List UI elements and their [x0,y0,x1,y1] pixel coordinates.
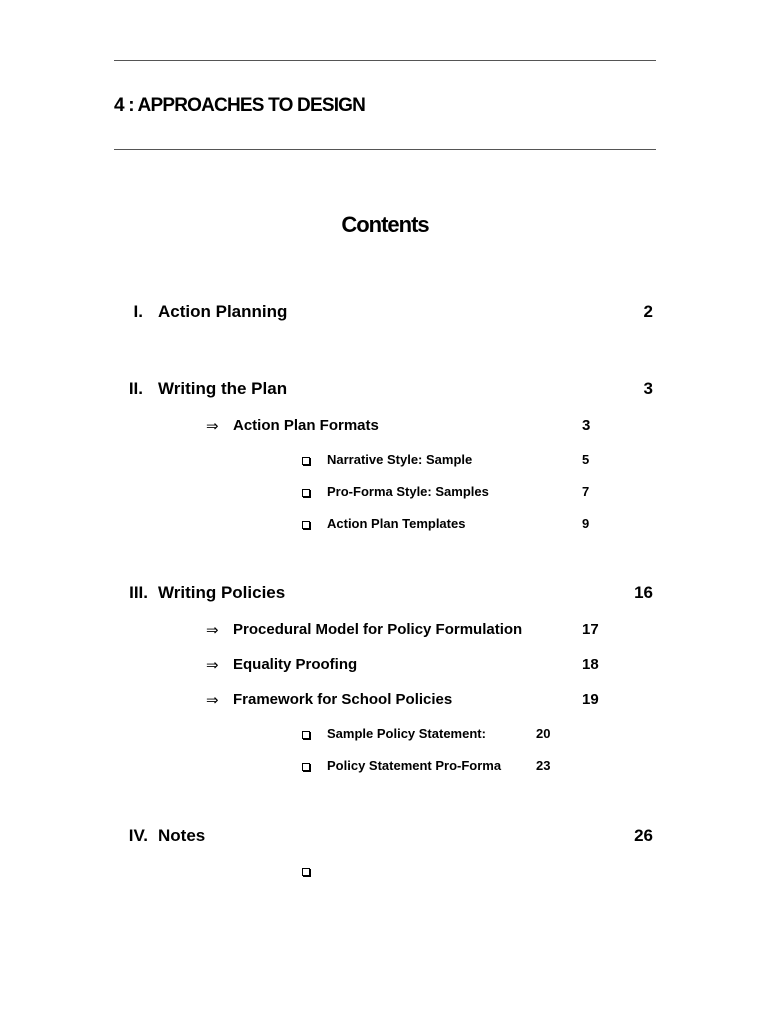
top-rule [114,60,656,61]
section-number: III. [129,583,148,602]
item-page: 20 [536,726,551,741]
section-page: 2 [643,302,653,321]
checkbox-bullet-icon [302,731,310,739]
arrow-icon: ⇒ [206,691,219,709]
section-title: Notes [158,826,206,845]
subsection-page: 3 [582,417,591,434]
item-title: Sample Policy Statement: [327,726,486,741]
subsection-title: Procedural Model for Policy Formulation [233,621,523,638]
item-page: 23 [536,758,551,773]
subsection-title: Framework for School Policies [233,691,453,708]
section-page: 26 [634,826,653,845]
subsection-page: 17 [582,621,599,638]
item-title: Pro-Forma Style: Samples [327,484,489,499]
section-page: 16 [634,583,653,602]
item-page: 7 [582,484,590,499]
checkbox-bullet-icon [302,868,310,876]
subsection-page: 18 [582,656,599,673]
subsection-page: 19 [582,691,599,708]
checkbox-bullet-icon [302,521,310,529]
item-page: 9 [582,516,590,531]
subsection-title: Equality Proofing [233,656,358,673]
section-number: I. [133,302,143,321]
section-page: 3 [643,379,653,398]
item-page: 5 [582,452,590,467]
checkbox-bullet-icon [302,489,310,497]
arrow-icon: ⇒ [206,417,219,435]
item-title: Policy Statement Pro-Forma [327,758,502,773]
checkbox-bullet-icon [302,763,310,771]
subsection-title: Action Plan Formats [233,417,379,434]
section-title: Action Planning [158,302,288,321]
item-title: Narrative Style: Sample [327,452,473,467]
bottom-rule [114,149,656,150]
item-title: Action Plan Templates [327,516,466,531]
section-title: Writing the Plan [158,379,288,398]
contents-heading: Contents [341,212,429,237]
arrow-icon: ⇒ [206,656,219,674]
checkbox-bullet-icon [302,457,310,465]
section-title: Writing Policies [158,583,286,602]
section-number: II. [128,379,143,398]
section-number: IV. [128,826,148,845]
chapter-title: 4 : APPROACHES TO DESIGN [114,95,366,116]
arrow-icon: ⇒ [206,621,219,639]
